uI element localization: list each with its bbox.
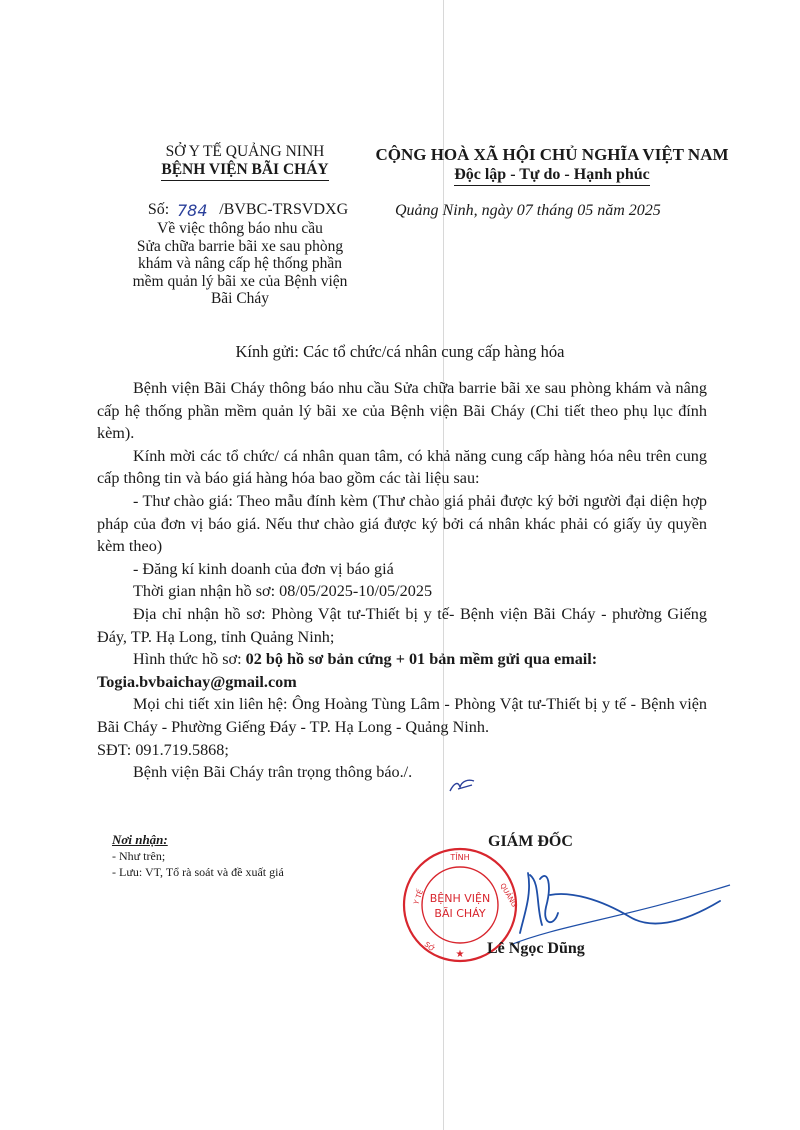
receivers-block: [112, 832, 332, 880]
svg-text:TỈNH: TỈNH: [450, 853, 470, 862]
format-label: Hình thức hồ sơ:: [133, 650, 246, 669]
paragraph: Địa chỉ nhận hồ sơ: Phòng Vật tư-Thiết bị y tế- Bệnh viện Bãi Cháy - phường Giếng Đáy, TP. Hạ Long, tỉnh Quảng Ninh;: [97, 604, 707, 646]
svg-text:★: ★: [455, 949, 465, 960]
receiver-item: - Như trên;: [112, 849, 166, 863]
receiver-item: - Lưu: VT, Tổ rà soát và đề xuất giá: [112, 865, 284, 879]
signer-name: Lê Ngọc Dũng: [487, 940, 585, 957]
hospital-name: BỆNH VIỆN BÃI CHÁY: [161, 161, 328, 181]
number-suffix: /BVBC-TRSVDXG: [219, 201, 349, 218]
number-prefix: Số:: [147, 201, 170, 218]
svg-text:QUẢNG: QUẢNG: [498, 882, 519, 909]
subject-line: Sửa chữa barrie bãi xe sau phòng: [136, 237, 344, 255]
paragraph: Mọi chi tiết xin liên hệ: Ông Hoàng Tùng Lâm - Phòng Vật tư-Thiết bị y tế - Bệnh viện Bãi Cháy - Phường Giếng Đáy - TP. Hạ Long - Quảng Ninh.: [97, 695, 707, 736]
svg-text:BÃI CHÁY: BÃI CHÁY: [434, 907, 486, 920]
department-name: SỞ Y TẾ QUẢNG NINH: [165, 143, 325, 160]
svg-text:BỆNH VIỆN: BỆNH VIỆN: [429, 892, 491, 905]
paragraph: Thời gian nhận hồ sơ: 08/05/2025-10/05/2025: [133, 582, 433, 601]
handwritten-number-drawing: [173, 200, 219, 220]
subject-block: [105, 220, 375, 308]
subject-line: Bãi Cháy: [210, 290, 270, 307]
phone-line: SĐT: 091.719.5868;: [97, 740, 229, 759]
issuer-block: [115, 143, 375, 181]
svg-text:Y TẾ: Y TẾ: [412, 888, 426, 906]
handwritten-initial-mark: [448, 777, 478, 797]
format-detail: 02 bộ hồ sơ bản cứng + 01 bản mềm gửi qua email:: [245, 650, 598, 669]
date-line: Quảng Ninh, ngày 07 tháng 05 năm 2025: [395, 202, 661, 219]
svg-text:784: 784: [177, 201, 208, 220]
closing-line: Bệnh viện Bãi Cháy trân trọng thông báo./.: [133, 763, 413, 782]
subject-line: khám và nâng cấp hệ thống phần: [137, 255, 343, 272]
body-text: [97, 377, 707, 784]
paragraph: - Thư chào giá: Theo mẫu đính kèm (Thư chào giá phải được ký bởi người đại diện hợp pháp của đơn vị báo giá. Nếu thư chào giá được ký bởi cá nhân khác phải có giấy ủy quyền kèm theo): [97, 491, 707, 556]
national-motto: Độc lập - Tự do - Hạnh phúc: [454, 165, 650, 186]
document-number: [133, 200, 363, 219]
subject-line: Về việc thông báo nhu cầu: [157, 220, 323, 237]
signer-title: GIÁM ĐỐC: [488, 833, 573, 850]
receivers-title: Nơi nhận:: [112, 832, 168, 847]
svg-text:SỞ: SỞ: [422, 940, 437, 954]
paragraph: - Đăng kí kinh doanh của đơn vị báo giá: [133, 559, 394, 578]
paragraph: [97, 648, 707, 671]
country-name: CỘNG HOÀ XÃ HỘI CHỦ NGHĨA VIỆT NAM: [375, 145, 729, 164]
national-header: [352, 145, 752, 186]
paragraph: Bệnh viện Bãi Cháy thông báo nhu cầu Sửa chữa barrie bãi xe sau phòng khám và nâng cấp hệ thống phần mềm quản lý bãi xe của Bệnh viện Bãi Cháy (Chi tiết theo phụ lục đính kèm).: [97, 379, 707, 443]
email-address: Togia.bvbaichay@gmail.com: [97, 672, 297, 691]
paragraph: Kính mời các tổ chức/ cá nhân quan tâm, có khả năng cung cấp hàng hóa nêu trên cung cấp thông tin và báo giá hàng hóa bao gồm các tài liệu sau:: [97, 446, 707, 488]
subject-line: mềm quản lý bãi xe của Bệnh viện: [132, 272, 348, 290]
recipient-line: Kính gửi: Các tổ chức/cá nhân cung cấp hàng hóa: [235, 342, 565, 361]
